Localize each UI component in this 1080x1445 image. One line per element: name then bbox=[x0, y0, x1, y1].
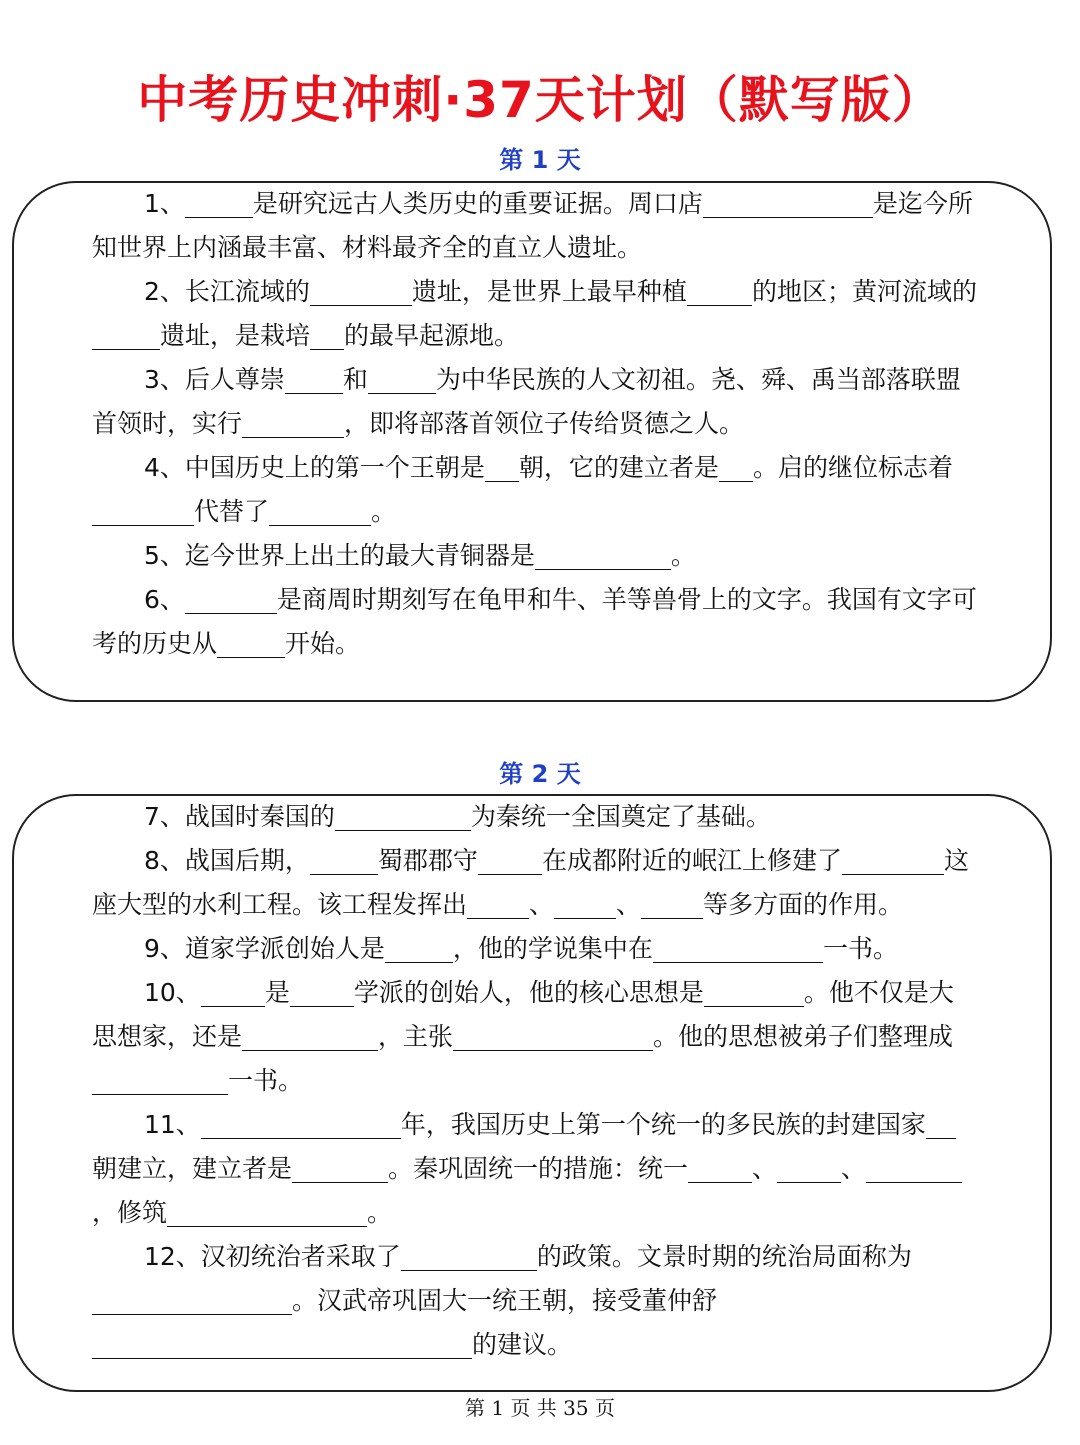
question-5: 5、迄今世界上出土的最大青铜器是 。 bbox=[144, 541, 696, 570]
answer-blank bbox=[688, 1154, 752, 1183]
answer-blank bbox=[92, 1330, 472, 1359]
question-10: 10、 是 学派的创始人，他的核心思想是 。他不仅是大思想家，还是 ，主张 。他的思想被弟子们整理成一书。 bbox=[92, 978, 954, 1095]
answer-blank bbox=[703, 189, 873, 218]
answer-blank bbox=[167, 1198, 367, 1227]
answer-blank bbox=[310, 277, 412, 306]
page-footer: 第 1 页 共 35 页 bbox=[465, 1396, 615, 1420]
answer-blank bbox=[535, 541, 671, 570]
question-4: 4、中国历史上的第一个王朝是 朝，它的建立者是 。启的继位标志着代替了 。 bbox=[92, 446, 977, 534]
question-7: 7、战国时秦国的 为秦统一全国奠定了基础。 bbox=[144, 802, 771, 831]
answer-blank bbox=[242, 1022, 378, 1051]
answer-blank bbox=[485, 453, 519, 482]
answer-blank bbox=[777, 1154, 841, 1183]
answer-blank bbox=[641, 890, 703, 919]
question-2: 2、长江流域的 遗址，是世界上最早种植 的地区；黄河流域的遗址，是栽培 的最早起源地。 bbox=[92, 270, 977, 358]
document-title: 中考历史冲刺·37天计划（默写版） bbox=[137, 71, 943, 129]
day-2-label: 第 2 天 bbox=[499, 760, 581, 788]
answer-blank bbox=[653, 934, 823, 963]
answer-blank bbox=[842, 846, 944, 875]
question-3: 3、后人尊崇 和 为中华民族的人文初祖。尧、舜、禹当部落联盟首领时，实行 ，即将部落首领位子传给贤德之人。 bbox=[92, 365, 961, 438]
answer-blank bbox=[242, 409, 344, 438]
answer-blank bbox=[478, 846, 542, 875]
question-11: 11、 年，我国历史上第一个统一的多民族的封建国家朝建立，建立者是 。秦巩固统一的措施：统一 、 、，修筑 。 bbox=[92, 1103, 977, 1235]
answer-blank bbox=[926, 1110, 956, 1139]
answer-blank bbox=[201, 1110, 401, 1139]
answer-blank bbox=[217, 629, 285, 658]
answer-blank bbox=[290, 978, 354, 1007]
answer-blank bbox=[554, 890, 616, 919]
answer-blank bbox=[310, 846, 378, 875]
answer-blank bbox=[92, 1286, 292, 1315]
answer-blank bbox=[185, 189, 253, 218]
answer-blank bbox=[335, 802, 471, 831]
answer-blank bbox=[368, 365, 436, 394]
question-9: 9、道家学派创始人是 ，他的学说集中在 一书。 bbox=[144, 934, 898, 963]
question-1: 1、 是研究远古人类历史的重要证据。周口店 是迄今所知世界上内涵最丰富、材料最齐全的直立人遗址。 bbox=[92, 189, 973, 262]
answer-blank bbox=[453, 1022, 653, 1051]
question-12: 12、汉初统治者采取了 的政策。文景时期的统治局面称为。汉武帝巩固大一统王朝，接受董仲舒的建议。 bbox=[92, 1235, 977, 1367]
answer-blank bbox=[401, 1242, 537, 1271]
answer-blank bbox=[866, 1154, 962, 1183]
answer-blank bbox=[92, 497, 194, 526]
answer-blank bbox=[201, 978, 265, 1007]
answer-blank bbox=[285, 365, 343, 394]
answer-blank bbox=[719, 453, 753, 482]
question-8: 8、战国后期， 蜀郡郡守 在成都附近的岷江上修建了 这座大型的水利工程。该工程发挥出 、 、 等多方面的作用。 bbox=[92, 846, 969, 919]
answer-blank bbox=[92, 1066, 228, 1095]
day-1-label: 第 1 天 bbox=[499, 146, 581, 174]
answer-blank bbox=[467, 890, 529, 919]
answer-blank bbox=[687, 277, 752, 306]
answer-blank bbox=[292, 1154, 388, 1183]
answer-blank bbox=[310, 321, 344, 350]
answer-blank bbox=[385, 934, 453, 963]
answer-blank bbox=[185, 585, 277, 614]
answer-blank bbox=[269, 497, 371, 526]
answer-blank bbox=[704, 978, 804, 1007]
answer-blank bbox=[92, 321, 160, 350]
question-6: 6、 是商周时期刻写在龟甲和牛、羊等兽骨上的文字。我国有文字可考的历史从 开始。 bbox=[92, 585, 977, 658]
